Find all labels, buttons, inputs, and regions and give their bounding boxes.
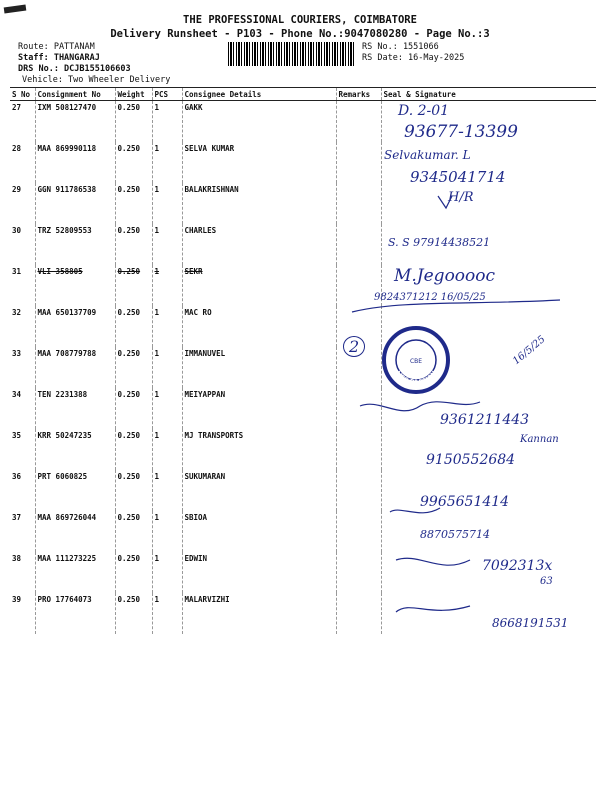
- row-weight: 0.250: [115, 142, 152, 183]
- signature-stroke: [396, 606, 470, 612]
- drs-number: DRS No.: DCJB155106603: [18, 64, 131, 74]
- row-consignment: MAA 708779788: [35, 347, 115, 388]
- handwriting-32: 9824371212 16/05/25: [374, 292, 486, 303]
- row-consignment: MAA 869726044: [35, 511, 115, 552]
- signature-stroke: [396, 558, 470, 565]
- row-consignment: MAA 869990118: [35, 142, 115, 183]
- handwriting-29a: 9345041714: [410, 168, 506, 186]
- rs-date: RS Date: 16-May-2025: [362, 53, 465, 63]
- row-consignee: SEKR: [182, 265, 336, 306]
- row-weight: 0.250: [115, 429, 152, 470]
- signature-stroke: [438, 196, 452, 208]
- stamp-center-text: CBE: [409, 358, 423, 365]
- row-sno: 36: [12, 472, 22, 481]
- col-consignment: Consignment No: [35, 88, 115, 101]
- signature-stroke: [390, 508, 440, 513]
- row-sno: 30: [12, 226, 22, 235]
- col-weight: Weight: [115, 88, 152, 101]
- row-weight: 0.250: [115, 224, 152, 265]
- row-weight: 0.250: [115, 552, 152, 593]
- handwriting-39: 8668191531: [492, 616, 569, 630]
- row-pcs: 1: [152, 429, 182, 470]
- row-pcs: 1: [152, 347, 182, 388]
- row-sno: 38: [12, 554, 22, 563]
- row-consignee: MAC RO: [182, 306, 336, 347]
- row-consignment: PRO 17764073: [35, 593, 115, 634]
- stamp-top-text: MACRO ENTERPRISES: [385, 329, 447, 363]
- col-consignee: Consignee Details: [182, 88, 336, 101]
- row-consignee: BALAKRISHNAN: [182, 183, 336, 224]
- company-seal-stamp: [382, 326, 450, 394]
- signature-stroke: [352, 300, 560, 312]
- handwriting-27b: 93677-13399: [404, 122, 518, 142]
- handwriting-35b: 9150552684: [426, 452, 516, 468]
- row-consignment: TEN 2231388: [35, 388, 115, 429]
- row-sno: 28: [12, 144, 22, 153]
- route-label: Route: PATTANAM: [18, 42, 95, 52]
- row-consignee: MALARVIZHI: [182, 593, 336, 634]
- row-pcs: 1: [152, 470, 182, 511]
- handwriting-35a: Kannan: [520, 434, 559, 445]
- row-consignee: SUKUMARAN: [182, 470, 336, 511]
- row-weight: 0.250: [115, 101, 152, 143]
- row-weight: 0.250: [115, 388, 152, 429]
- row-pcs: 1: [152, 306, 182, 347]
- row-sno: 34: [12, 390, 22, 399]
- row-consignee: EDWIN: [182, 552, 336, 593]
- row-consignment: GGN 911786538: [35, 183, 115, 224]
- row-sno: 37: [12, 513, 22, 522]
- row-consignment: IXM 508127470: [35, 101, 115, 143]
- row-consignment: KRR 50247235: [35, 429, 115, 470]
- vehicle-label: Vehicle: Two Wheeler Delivery: [22, 75, 171, 85]
- handwriting-38: 7092313x: [482, 558, 553, 574]
- col-remarks: Remarks: [336, 88, 381, 101]
- handwriting-34: 9361211443: [440, 412, 530, 428]
- row-weight: 0.250: [115, 265, 152, 306]
- col-pcs: PCS: [152, 88, 182, 101]
- row-sno: 39: [12, 595, 22, 604]
- row-pcs: 1: [152, 552, 182, 593]
- row-pcs: 1: [152, 265, 182, 306]
- col-signature: Seal & Signature: [381, 88, 596, 101]
- row-consignee: CHARLES: [182, 224, 336, 265]
- row-consignee: MJ TRANSPORTS: [182, 429, 336, 470]
- handwriting-33-circle: 2: [343, 336, 365, 357]
- row-sno: 31: [12, 267, 22, 276]
- row-pcs: 1: [152, 388, 182, 429]
- row-sno: 35: [12, 431, 22, 440]
- row-pcs: 1: [152, 101, 182, 143]
- stamp-bottom-text: MFG DIVISION: [394, 369, 438, 387]
- signature-stroke: [360, 402, 480, 411]
- handwriting-28: Selvakumar. L: [384, 148, 471, 162]
- row-sno: 32: [12, 308, 22, 317]
- row-weight: 0.250: [115, 347, 152, 388]
- row-sno: 29: [12, 185, 22, 194]
- row-pcs: 1: [152, 142, 182, 183]
- row-pcs: 1: [152, 511, 182, 552]
- row-consignment: MAA 650137709: [35, 306, 115, 347]
- row-pcs: 1: [152, 224, 182, 265]
- row-sno: 27: [12, 103, 22, 112]
- handwriting-37: 8870575714: [420, 528, 490, 541]
- row-consignee: SBIOA: [182, 511, 336, 552]
- row-consignment: VLI 358805: [35, 265, 115, 306]
- row-weight: 0.250: [115, 470, 152, 511]
- row-consignment: MAA 111273225: [35, 552, 115, 593]
- handwriting-38b: 63: [540, 576, 553, 587]
- handwriting-29b: H/R: [448, 190, 474, 205]
- handwriting-36: 9965651414: [420, 494, 510, 510]
- runsheet-subtitle: Delivery Runsheet - P103 - Phone No.:9047080280 - Page No.:3: [110, 28, 490, 40]
- row-weight: 0.250: [115, 511, 152, 552]
- row-consignment: PRT 6060825: [35, 470, 115, 511]
- row-pcs: 1: [152, 593, 182, 634]
- row-weight: 0.250: [115, 593, 152, 634]
- company-title: THE PROFESSIONAL COURIERS, COIMBATORE: [183, 14, 417, 26]
- row-consignee: GAKK: [182, 101, 336, 143]
- handwriting-31: M.Jegooooc: [394, 266, 496, 286]
- row-consignee: SELVA KUMAR: [182, 142, 336, 183]
- row-weight: 0.250: [115, 306, 152, 347]
- rs-number: RS No.: 1551066: [362, 42, 439, 52]
- handwriting-30: S. S 97914438521: [388, 236, 491, 249]
- staff-label: Staff: THANGARAJ: [18, 53, 100, 63]
- handwriting-27a: D. 2-01: [398, 103, 450, 119]
- row-sno: 33: [12, 349, 22, 358]
- handwriting-33b: 16/5/25: [510, 333, 548, 368]
- row-weight: 0.250: [115, 183, 152, 224]
- row-pcs: 1: [152, 183, 182, 224]
- row-consignee: IMMANUVEL: [182, 347, 336, 388]
- row-consignment: TRZ 52809553: [35, 224, 115, 265]
- row-consignee: MEIYAPPAN: [182, 388, 336, 429]
- col-sno: S No: [10, 88, 35, 101]
